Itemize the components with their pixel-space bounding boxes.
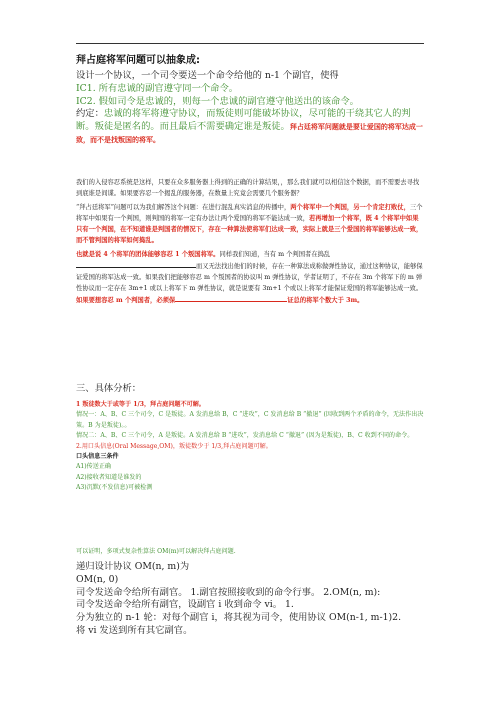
para2-red1: 两个将军中一个判国，另一个肯定打败仗，	[290, 204, 410, 211]
oral-title: 口头信息三条件	[76, 453, 119, 461]
ic2-line: IC2. 假如司令是忠诚的，则每一个忠诚的副官遵守他送出的该命令。	[76, 95, 359, 107]
recursive-line: 递归设计协议 OM(n, m)为	[76, 561, 190, 572]
section-heading: 三、具体分析：	[76, 383, 142, 394]
para2-a: “拜占廷将军”问题可以为我们解答这个问题：在进行混乱真实消息的传播中，	[76, 204, 291, 211]
blank-line-1	[76, 260, 196, 268]
case2: 情况二：A、B、C 三个司令，A 是叛徒。A 发消息给 B “进攻”，发消息给 C “撤退” (因为是叛徒)，B、C 收到不同的命令。	[76, 432, 414, 440]
constraint-paragraph	[76, 108, 424, 146]
para3-red: 也就是说 4 个将军的团体能够容忍 1 个叛国将军。	[76, 251, 220, 258]
analysis-block	[76, 400, 424, 494]
om-base: OM(n, 0)	[76, 573, 119, 585]
om-step1: 司令发送命令给所有副官，设副官 i 收到命令 vi。 1.	[76, 599, 294, 611]
proof-line: 可以证明，多项式复杂性算法 OM(m)可以解决拜占庭问题.	[76, 548, 236, 555]
para2-b: 三个将军中如果有一个判国，则判国的将军一定有办法让两个爱国的将军不能达成一致，	[76, 204, 423, 222]
para-intrusion: 我们的入侵容忍系统是这样，只要在众多服务器上得到的正确的计算结果，，那么我们就可以相信这个数据，而不需要去寻找到底谁是间谍。如果要容忍一个揭乱的服务器，在数量上究竟会需要几个服务器？	[76, 179, 420, 197]
para3-b: 同样我们知道，当有 m 个判国者在捣乱	[219, 251, 331, 258]
condition-a3: A3)沉默(不发信息)可被检测	[76, 484, 153, 492]
condition-a2: A2)接收者知道是谁发的	[76, 473, 142, 481]
para2-red2: 若再增加一个将军，既 4 个将军中如果只有一个判国，在不知道谁是判国者的情况下，存在一种算法使将军们达成一致，实际上就是三个爱国的将军能够达成一致，而不管判国的将军如何捣乱。	[76, 215, 423, 244]
ic1-line: IC1. 所有忠诚的副官遵守同一个命令。	[76, 82, 239, 94]
para3-red3: 证总的将军个数大于 3m。	[287, 297, 364, 304]
condition-a1: A1)传送正确	[76, 463, 112, 471]
para-byzantine	[76, 202, 424, 246]
om-step3: 将 vi 发送到所有其它副官。	[76, 624, 193, 636]
intro-line: 设计一个协议，一个司令要送一个命令给他的 n-1 个副官，使得	[76, 70, 339, 81]
point2: 2.用口头信息(Oral Message,OM)，叛徒数少于 1/3,拜占庭问题可解。	[76, 442, 272, 450]
om-base-desc: 司令发送命令给所有副官。 1.副官按照接收到的命令行事。 2.OM(n, m):	[76, 586, 381, 598]
para3-red2: 如果要想容忍 m 个判国者，必须保	[76, 297, 176, 304]
top-rule	[76, 43, 424, 44]
body-paragraphs	[76, 177, 424, 306]
constraint-prefix: 约定：	[76, 108, 104, 120]
para-resilience	[76, 249, 424, 306]
constraint-body: 忠诚的将军将遵守协议，而叛徒则可能破坏协议，尽可能的干绕其它人的判断。叛徒是匿名的。而且最后不需要确定谁是叛徒。	[76, 108, 411, 133]
para3-c: 而又无法找出他们的时候，存在一种算法成称做弹性协议，通过这种协议，能够保证爱国的将军达成一致。如果我们把能够容忍 m 个叛国者的协议叫 m 弹性协议，学者证明了，不存在 3m 个将军下的 m 弹性协议而一定存在 3m+1 或以上将军下 m 弹性协议，就是说要有 3m+1 个或以上将军才能保证爱国的将军能够达成一致。	[76, 263, 423, 292]
blank-line-2	[175, 294, 287, 302]
point1: 1 叛徒数大于或等于 1/3，拜占庭问题不可解。	[76, 401, 205, 408]
problem-definition	[76, 70, 424, 147]
om-step2: 分为独立的 n-1 轮：对每个副官 i，将其视为司令，使用协议 OM(n-1, m-1)2.	[76, 612, 402, 624]
om-protocol	[76, 561, 424, 638]
case1: 情况一：A、B、C 三个司令，C 是叛徒。A 发消息给 B，C “进攻”，C 发消息给 B “撤退” (因收到两个矛盾的命令，无法作出决策。B 为是叛徒)。。	[76, 411, 424, 429]
constraint-red: 拜占廷将军问题就是要让爱国的将军达成一致，而不是找叛国的将军。	[76, 122, 423, 144]
heading-problem: 拜占庭将军问题可以抽象成:	[76, 55, 200, 66]
